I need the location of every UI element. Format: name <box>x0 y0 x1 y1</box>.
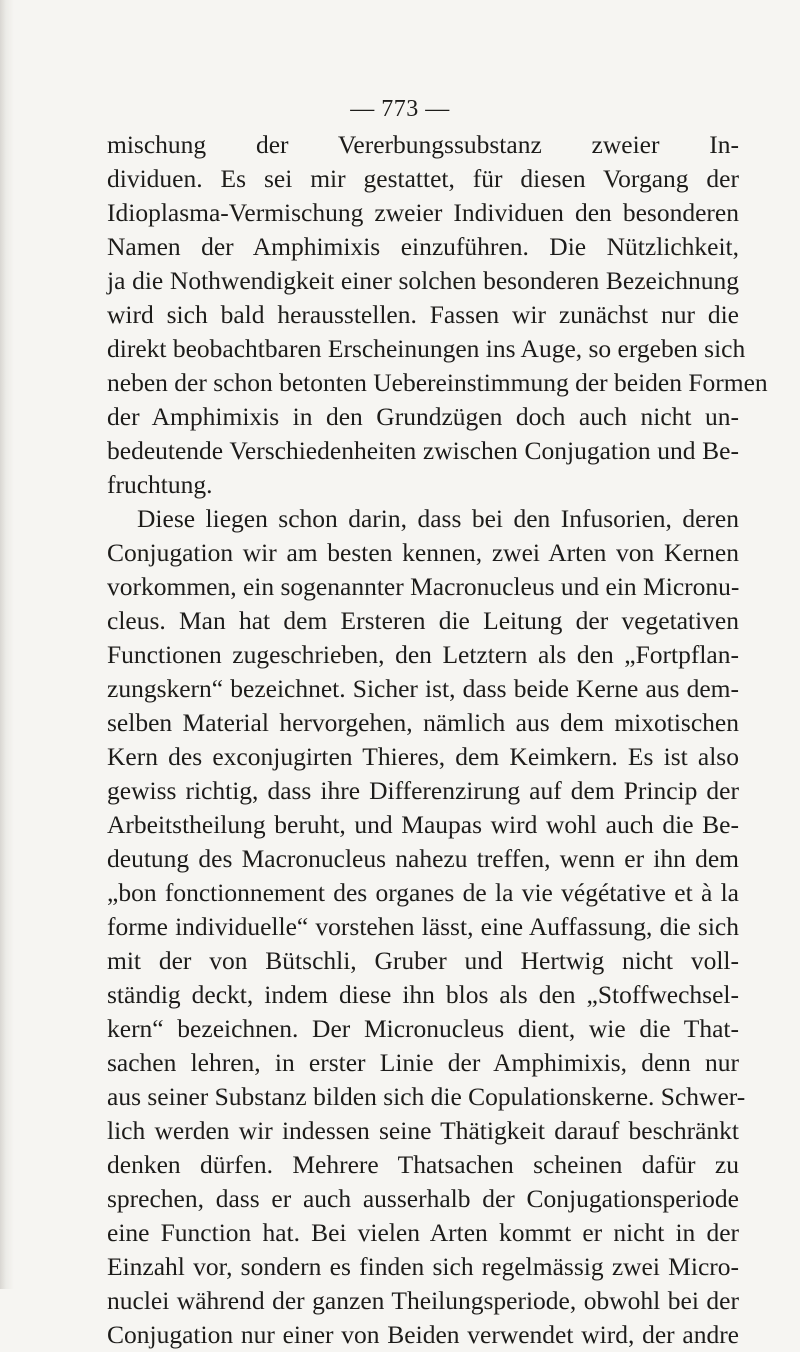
scan-edge-shadow <box>0 0 14 1289</box>
text-line: Arbeitstheilung beruht, und Maupas wird wohl auch die Be- <box>107 810 739 839</box>
text-line: Einzahl vor, sondern es finden sich regelmässig zwei Micro- <box>107 1252 739 1281</box>
text-line: dividuen. Es sei mir gestattet, für diesen Vorgang der <box>107 164 739 193</box>
text-line: neben der schon betonten Uebereinstimmung der beiden Formen <box>107 368 768 397</box>
text-line: direkt beobachtbaren Erscheinungen ins Auge, so ergeben sich <box>107 334 746 363</box>
text-line: „bon fonctionnement des organes de la vie végétative et à la <box>107 878 739 907</box>
text-line: vorkommen, ein sogenannter Macronucleus und ein Micronu- <box>107 572 740 601</box>
text-line: ja die Nothwendigkeit einer solchen besonderen Bezeichnung <box>107 266 739 295</box>
text-line: eine Function hat. Bei vielen Arten kommt er nicht in der <box>107 1218 739 1247</box>
text-line: Namen der Amphimixis einzuführen. Die Nützlichkeit, <box>107 232 739 261</box>
text-line: sachen lehren, in erster Linie der Amphimixis, denn nur <box>107 1048 739 1077</box>
text-line: zungskern“ bezeichnet. Sicher ist, dass beide Kerne aus dem- <box>107 674 739 703</box>
text-line: nuclei während der ganzen Theilungsperiode, obwohl bei der <box>107 1286 739 1315</box>
text-line: selben Material hervorgehen, nämlich aus dem mixotischen <box>107 708 739 737</box>
text-line: cleus. Man hat dem Ersteren die Leitung der vegetativen <box>107 606 739 635</box>
text-line: fruchtung. <box>107 470 213 499</box>
text-line: aus seiner Substanz bilden sich die Copulationskerne. Schwer- <box>107 1082 746 1111</box>
text-line: denken dürfen. Mehrere Thatsachen scheinen dafür zu <box>107 1150 739 1179</box>
text-line: kern“ bezeichnen. Der Micronucleus dient, wie die That- <box>107 1014 739 1043</box>
text-line: mit der von Bütschli, Gruber und Hertwig nicht voll- <box>107 946 739 975</box>
text-line: mischung der Vererbungssubstanz zweier In- <box>107 130 739 159</box>
text-line: deutung des Macronucleus nahezu treffen, wenn er ihn dem <box>107 844 739 873</box>
text-line: ständig deckt, indem diese ihn blos als den „Stoffwechsel- <box>107 980 739 1009</box>
text-line: Diese liegen schon darin, dass bei den Infusorien, deren <box>137 504 739 533</box>
text-line: wird sich bald herausstellen. Fassen wir zunächst nur die <box>107 300 739 329</box>
text-line: sprechen, dass er auch ausserhalb der Conjugationsperiode <box>107 1184 739 1213</box>
text-line: der Amphimixis in den Grundzügen doch auch nicht un- <box>107 402 739 431</box>
text-line: forme individuelle“ vorstehen lässt, eine Auffassung, die sich <box>107 912 739 941</box>
text-line: gewiss richtig, dass ihre Differenzirung auf dem Princip der <box>107 776 739 805</box>
text-line: Functionen zugeschrieben, den Letztern als den „Fortpflan- <box>107 640 739 669</box>
text-line: Conjugation nur einer von Beiden verwendet wird, der andre <box>107 1320 739 1349</box>
body-text <box>107 128 768 1352</box>
text-line: lich werden wir indessen seine Thätigkeit darauf beschränkt <box>107 1116 739 1145</box>
text-line: Kern des exconjugirten Thieres, dem Keimkern. Es ist also <box>107 742 739 771</box>
page-number: — 773 — <box>350 96 450 122</box>
text-line: Idioplasma-Vermischung zweier Individuen den besonderen <box>107 198 739 227</box>
text-line: bedeutende Verschiedenheiten zwischen Conjugation und Be- <box>107 436 739 465</box>
text-line: Conjugation wir am besten kennen, zwei Arten von Kernen <box>107 538 739 567</box>
